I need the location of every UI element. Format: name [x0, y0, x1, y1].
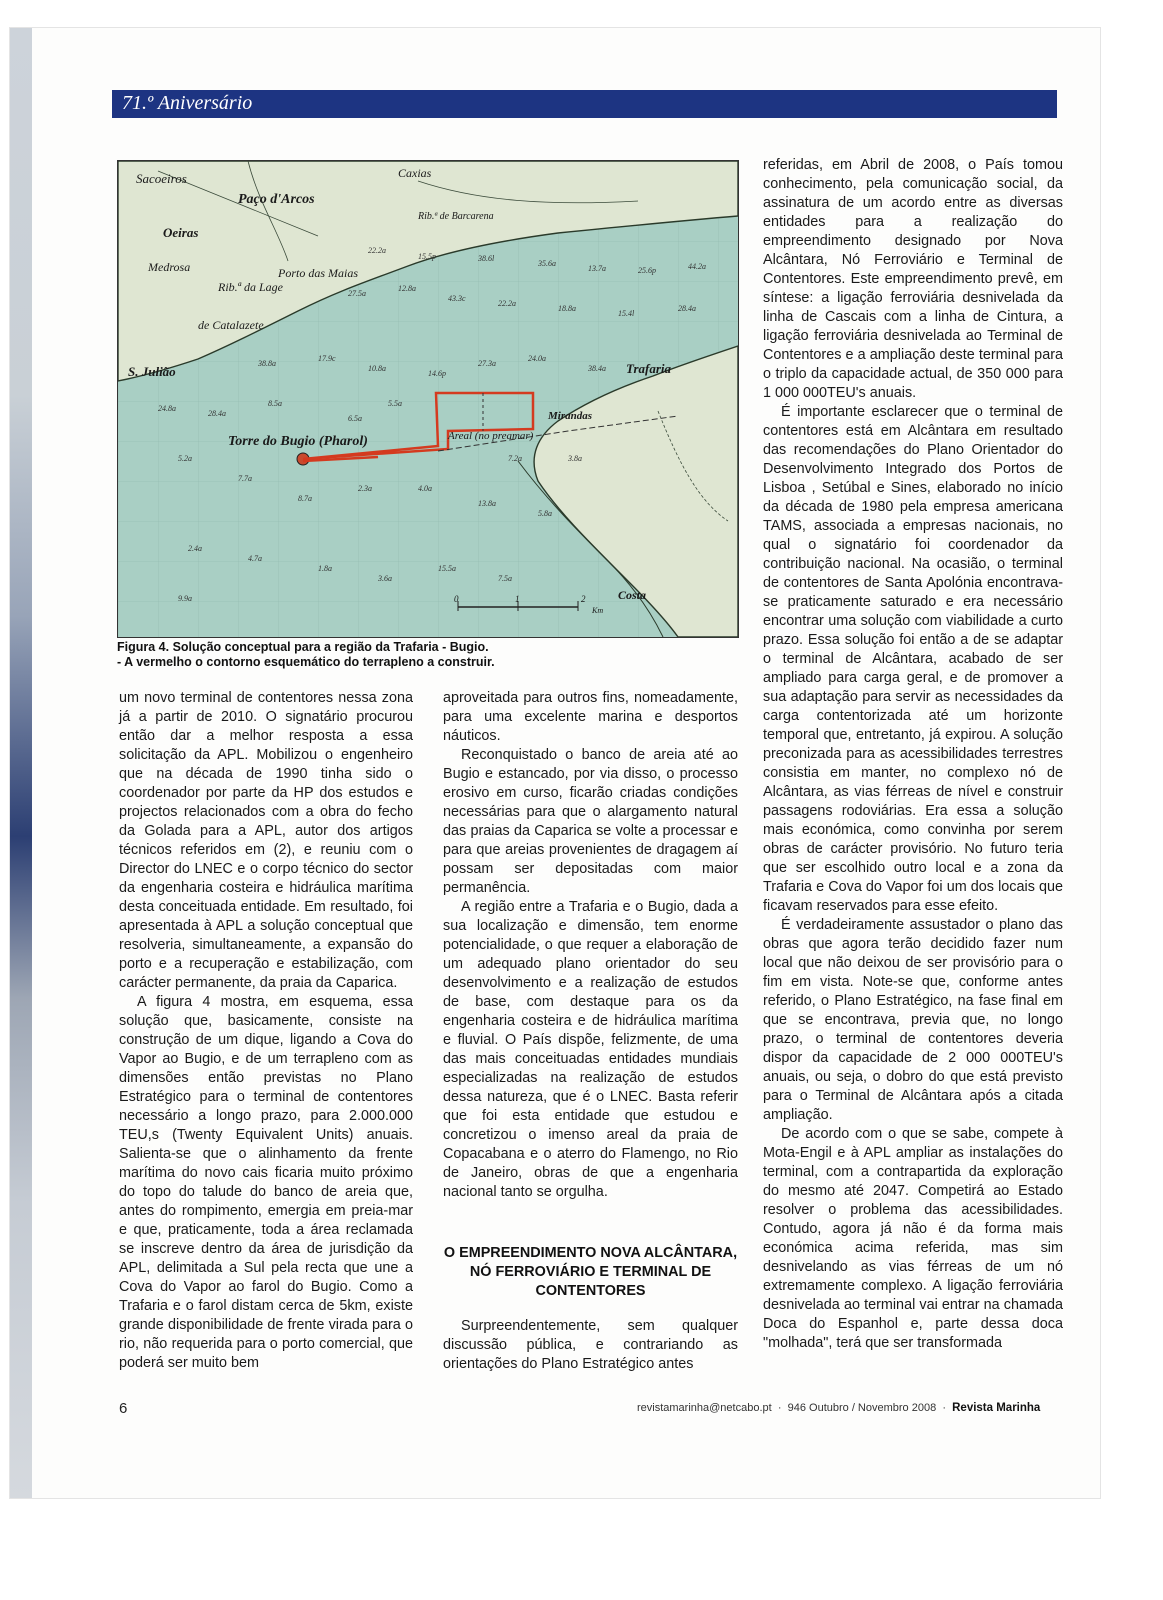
paragraph: referidas, em Abril de 2008, o País tomou conhecimento, pela comunicação social, da assinatura de um acordo entre as diversas entidades para a realização do empreendimento designado por Nova Alcântara, Nó Ferroviário e Terminal de Contentores. Este empreendimento prevê, em síntese: a ligação ferroviária desnivelada da linha de Cascais com a linha de Cintura, a ligação ferroviária desnivelada ao Terminal de Contentores e a ampliação deste terminal para o triplo da capacidade actual, de 350 000 para 1 000 000TEU's anuais.: [763, 157, 1063, 401]
depth-sounding: 28.4a: [678, 304, 696, 313]
paragraph: É importante esclarecer que o terminal de contentores está em Alcântara em resultado das recomendações do Plano Orientador do Desenvolvimento Integrado dos Portos de Lisboa , Setúbal e Sines, elaborado no início da década de 1980 pela empresa americana TAMS, associada a empresas nacionais, no qual o signatário foi coordenador da contribuição nacional. Na ocasião, o terminal de contentores de Santa Apolónia encontrava-se praticamente saturado e era necessário encontrar uma solução com viabilidade a curto prazo. Essa solução foi então a de se adaptar o terminal de Alcântara, acabado de ser ampliado para carga geral, e de promover a sua adaptação para servir as necessidades da carga contentorizada até um horizonte temporal que, entretanto, já expirou. A solução preconizada para as acessibilidades terrestres consistia em manter, no complexo nó de Alcântara, as vias férreas de nível e construir passagens rodoviárias. Era essa a solução mais económica, como convinha por serem obras de carácter provisório. No futuro teria que ser escolhido outro local e a zona da Trafaria e Cova do Vapor foi um dos locais que ficavam reservados para esse efeito.: [763, 404, 1063, 914]
footer-separator: ·: [942, 1402, 946, 1414]
depth-sounding: 5.5a: [388, 399, 402, 408]
paragraph: É verdadeiramente assustador o plano das obras que agora terão decidido fazer num local que não deixou de ser provisório para o fim em vista. Note-se que, conforme antes referido, o Plano Estratégico, na fase final em que se encontrava, previa que, no longo prazo, o terminal de contentores deveria dispor da capacidade de 2 000 000TEU's anuais, ou seja, o dobro do que está previsto para o Terminal de Alcântara após a citada ampliação.: [763, 917, 1063, 1123]
label-mirandas: Mirandas: [548, 410, 593, 422]
depth-sounding: 12.8a: [398, 284, 416, 293]
depth-sounding: 22.2a: [368, 246, 386, 255]
footer-issue: 946 Outubro / Novembro 2008: [787, 1402, 937, 1414]
depth-sounding: 18.8a: [558, 304, 576, 313]
paragraph: um novo terminal de contentores nessa zona já a partir de 2010. O signatário procurou então dar a melhor resposta a essa solicitação da APL. Mobilizou o engenheiro que na década de 1990 tinha sido o coordenador por parte da HP dos estudos e projectos relacionados com a obra do fecho da Golada para a APL, autor dos artigos técnicos referidos em (2), e reuniu com o Director do LNEC e o corpo técnico do sector da engenharia costeira e hidráulica marítima desta conceituada entidade. Em resultado, foi apresentada à APL a solução conceptual que resolveria, simultaneamente, a expansão do porto e a recuperação e estabilização, com carácter permanente, da praia da Caparica.: [119, 690, 413, 991]
depth-sounding: 43.3c: [448, 294, 466, 303]
depth-sounding: 38.8a: [258, 359, 276, 368]
map-figure: [117, 160, 739, 638]
nautical-map: [118, 161, 738, 637]
label-paco-arcos: Paço d'Arcos: [238, 192, 315, 207]
depth-sounding: 7.7a: [238, 474, 252, 483]
label-torre-bugio: Torre do Bugio (Pharol): [228, 434, 368, 449]
label-s-juliao: S. Julião: [128, 364, 176, 379]
depth-sounding: 13.7a: [588, 264, 606, 273]
label-areal: Areal (no preamar): [448, 430, 534, 442]
section-header-bar: [112, 90, 1057, 118]
section-title: 71.º Aniversário: [122, 92, 253, 114]
depth-sounding: 15.5p: [418, 252, 436, 261]
label-catalazete: de Catalazete: [198, 318, 264, 332]
depth-sounding: 5.2a: [178, 454, 192, 463]
figure-caption: [117, 640, 737, 670]
depth-sounding: 7.5a: [498, 574, 512, 583]
page-number: 6: [119, 1400, 128, 1417]
section-heading: O EMPREENDIMENTO NOVA ALCÂNTARA, NÓ FERROVIÁRIO E TERMINAL DE CONTENTORES: [443, 1245, 738, 1299]
footer-email: revistamarinha@netcabo.pt: [637, 1402, 772, 1414]
depth-sounding: 8.7a: [298, 494, 312, 503]
depth-sounding: 3.6a: [378, 574, 392, 583]
depth-sounding: 1.8a: [318, 564, 332, 573]
depth-sounding: 8.5a: [268, 399, 282, 408]
label-sacoeiros: Sacoeiros: [136, 171, 187, 186]
depth-sounding: 2.4a: [188, 544, 202, 553]
paragraph: De acordo com o que se sabe, compete à Mota-Engil e à APL ampliar as instalações do terminal, com a contrapartida da exploração do mesmo até 2047. Competirá ao Estado resolver o problema das acessibilidades. Contudo, agora já não é da forma mais económica acima referida, mas sim desnivelando as vias férreas de um nó extremamente complexo. A ligação ferroviária desnivelada ao terminal vai entrar na chamada Doca do Espanhol e, parte dessa doca "molhada", terá que ser transformada: [763, 1126, 1063, 1351]
text-column-3: [763, 156, 1063, 1353]
scale-label-1: 1: [515, 594, 520, 604]
caption-line-2: - A vermelho o contorno esquemático do terrapleno a construir.: [117, 655, 495, 669]
label-porto-maias: Porto das Maias: [278, 266, 359, 280]
paragraph: A região entre a Trafaria e o Bugio, dada a sua localização e dimensão, tem enorme potencialidade, o que requer a elaboração de um adequado plano orientador do seu desenvolvimento e a realização de estudos de base, com destaque para os da engenharia costeira e de hidráulica marítima e fluvial. O País dispõe, felizmente, de uma das mais conceituadas entidades mundiais especializadas na realização de estudos dessa natureza, que é o LNEC. Basta referir que foi esta entidade que estudou e concretizou o imenso areal da praia de Copacabana e o aterro do Flamengo, no Rio de Janeiro, obras de que a engenharia nacional tanto se orgulha.: [443, 899, 738, 1200]
depth-sounding: 38.4a: [588, 364, 606, 373]
depth-sounding: 5.8a: [538, 509, 552, 518]
caption-line-1: Figura 4. Solução conceptual para a região da Trafaria - Bugio.: [117, 640, 489, 654]
label-barcarena: Rib.ª de Barcarena: [418, 211, 494, 222]
depth-sounding: 22.2a: [498, 299, 516, 308]
paragraph: Reconquistado o banco de areia até ao Bugio e estancado, por via disso, o processo erosivo em curso, ficarão criadas condições necessárias para que o alargamento natural das praias da Caparica se volte a processar e para que areias provenientes de dragagem aí possam ser depositadas com maior permanência.: [443, 747, 738, 896]
footer-separator: ·: [777, 1402, 782, 1414]
paragraph: aproveitada para outros fins, nomeadamente, para uma excelente marina e desportos náuticos.: [443, 690, 738, 744]
scale-label-2: 2: [581, 594, 586, 604]
depth-sounding: 6.5a: [348, 414, 362, 423]
paragraph: A figura 4 mostra, em esquema, essa solução que, basicamente, consiste na construção de um dique, ligando a Cova do Vapor ao Bugio, e de um terrapleno com as dimensões então previstas no Plano Estratégico para o terminal de contentores necessário a longo prazo, para 2.000.000 TEU,s (Twenty Equivalent Units) anuais. Salienta-se que o alinhamento da frente marítima do novo cais ficaria muito próximo do topo do talude do banco de areia que, antes do rompimento, emergia em preia-mar e que, praticamente, toda a área reclamada se inscreve dentro da área de jurisdição da APL, delimitada a Sul pela recta que une a Cova do Vapor ao farol do Bugio. Como a Trafaria e o farol distam cerca de 5km, existe grande disponibilidade de frente virada para o rio, não requerida para o porto comercial, que poderá ser muito bem: [119, 994, 413, 1371]
text-column-2: [443, 689, 738, 1374]
depth-sounding: 4.7a: [248, 554, 262, 563]
depth-sounding: 17.9c: [318, 354, 336, 363]
depth-sounding: 38.6l: [478, 254, 495, 263]
depth-sounding: 25.6p: [638, 266, 656, 275]
depth-sounding: 10.8a: [368, 364, 386, 373]
scale-unit: Km: [592, 606, 604, 615]
footer-info: [637, 1402, 1040, 1414]
text-column-1: [119, 689, 413, 1373]
depth-sounding: 27.5a: [348, 289, 366, 298]
paragraph: Surpreendentemente, sem qualquer discussão pública, e contrariando as orientações do Plano Estratégico antes: [443, 1318, 738, 1372]
label-oeiras: Oeiras: [163, 225, 199, 240]
depth-sounding: 28.4a: [208, 409, 226, 418]
depth-sounding: 44.2a: [688, 262, 706, 271]
depth-sounding: 35.6a: [538, 259, 556, 268]
footer-brand: Revista Marinha: [952, 1402, 1041, 1414]
label-caxias: Caxias: [398, 166, 432, 180]
depth-sounding: 15.5a: [438, 564, 456, 573]
label-trafaria: Trafaria: [626, 361, 672, 376]
label-costa: Costa: [618, 588, 647, 602]
label-medrosa: Medrosa: [148, 260, 191, 274]
depth-sounding: 3.8a: [568, 454, 582, 463]
depth-sounding: 4.0a: [418, 484, 432, 493]
depth-sounding: 15.4l: [618, 309, 635, 318]
depth-sounding: 24.8a: [158, 404, 176, 413]
page-edge-strip: [10, 28, 32, 1498]
depth-sounding: 2.3a: [358, 484, 372, 493]
depth-sounding: 7.2a: [508, 454, 522, 463]
depth-sounding: 27.3a: [478, 359, 496, 368]
depth-sounding: 13.8a: [478, 499, 496, 508]
depth-sounding: 14.6p: [428, 369, 446, 378]
depth-sounding: 9.9a: [178, 594, 192, 603]
depth-sounding: 24.0a: [528, 354, 546, 363]
label-lage: Rib.ª da Lage: [218, 280, 283, 294]
scale-label-0: 0: [454, 594, 459, 604]
